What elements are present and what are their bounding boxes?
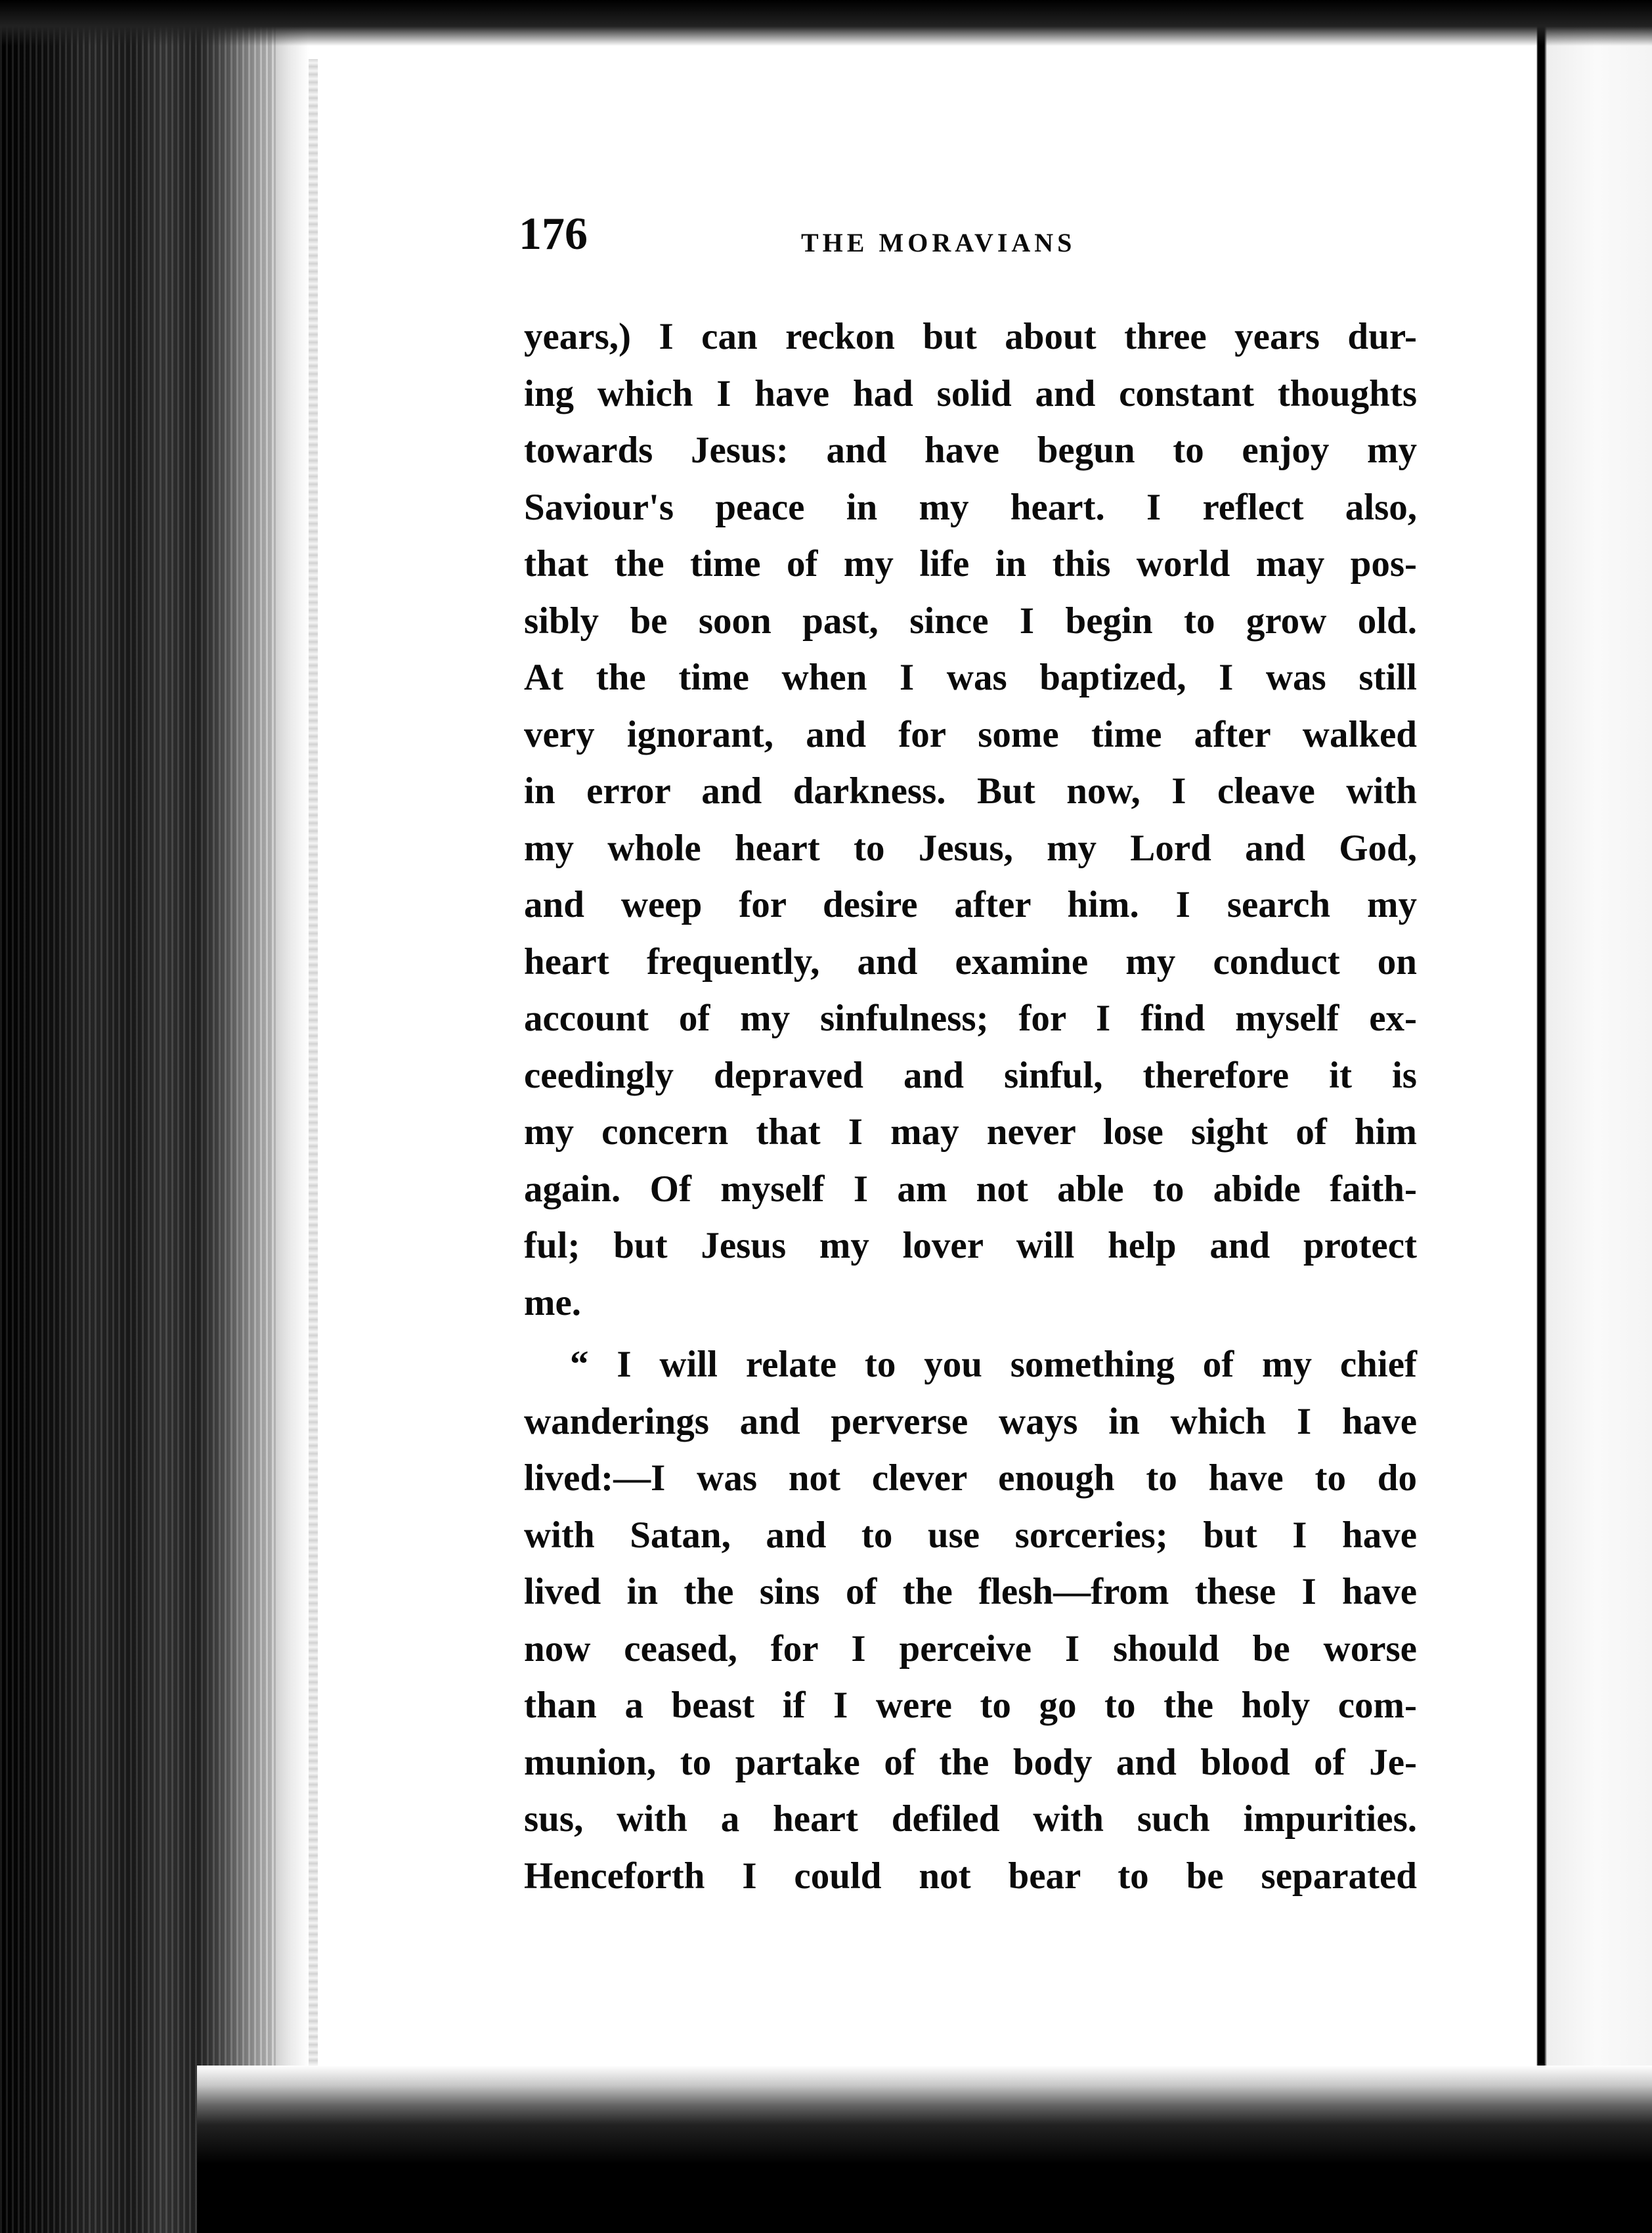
text-line: my concern that I may never lose sight of him [524, 1111, 1417, 1153]
text-line: with Satan, and to use sorceries; but I have [524, 1514, 1417, 1556]
text-line: me. [524, 1281, 582, 1323]
text-line: munion, to partake of the body and blood of Je- [524, 1741, 1417, 1783]
text-line: very ignorant, and for some time after walked [524, 713, 1417, 755]
text-line: lived:—I was not clever enough to have to do [524, 1457, 1417, 1499]
text-line: ing which I have had solid and constant thoughts [524, 372, 1417, 414]
text-line: now ceased, for I perceive I should be worse [524, 1627, 1417, 1669]
bottom-page-edge [197, 2066, 1652, 2233]
text-line: Saviour's peace in my heart. I reflect also, [524, 486, 1417, 528]
text-line: again. Of myself I am not able to abide faith- [524, 1168, 1417, 1210]
text-line: ceedingly depraved and sinful, therefore it is [524, 1054, 1417, 1096]
text-line: and weep for desire after him. I search my [524, 884, 1417, 925]
running-head: THE MORAVIANS [801, 228, 1076, 257]
page-deckle-edge [309, 59, 318, 2069]
page-header [519, 211, 1431, 284]
text-line: that the time of my life in this world may pos- [524, 543, 1417, 585]
facing-page-edge [1530, 0, 1652, 2233]
page-stack-edges [0, 0, 276, 2233]
text-line: ful; but Jesus my lover will help and protect [524, 1225, 1417, 1266]
text-line: sibly be soon past, since I begin to grow old. [524, 600, 1417, 642]
text-line: sus, with a heart defiled with such impurities. [524, 1798, 1417, 1840]
text-line: Henceforth I could not bear to be separated [524, 1855, 1417, 1897]
top-shadow [0, 0, 1652, 46]
text-line: than a beast if I were to go to the holy com- [524, 1685, 1417, 1726]
text-line: my whole heart to Jesus, my Lord and God, [524, 827, 1417, 869]
paragraph-start-line: “ I will relate to you something of my chief [570, 1344, 1417, 1385]
body-text [524, 309, 1417, 1905]
text-line: in error and darkness. But now, I cleave with [524, 770, 1417, 812]
text-line: wanderings and perverse ways in which I have [524, 1400, 1417, 1442]
text-line: years,) I can reckon but about three years dur- [524, 316, 1417, 357]
text-line: lived in the sins of the flesh—from these I have [524, 1571, 1417, 1612]
text-line: account of my sinfulness; for I find myself ex- [524, 998, 1417, 1039]
page-number: 176 [519, 209, 588, 259]
text-line: towards Jesus: and have begun to enjoy my [524, 430, 1417, 471]
text-line: At the time when I was baptized, I was still [524, 657, 1417, 698]
text-line: heart frequently, and examine my conduct on [524, 940, 1417, 983]
